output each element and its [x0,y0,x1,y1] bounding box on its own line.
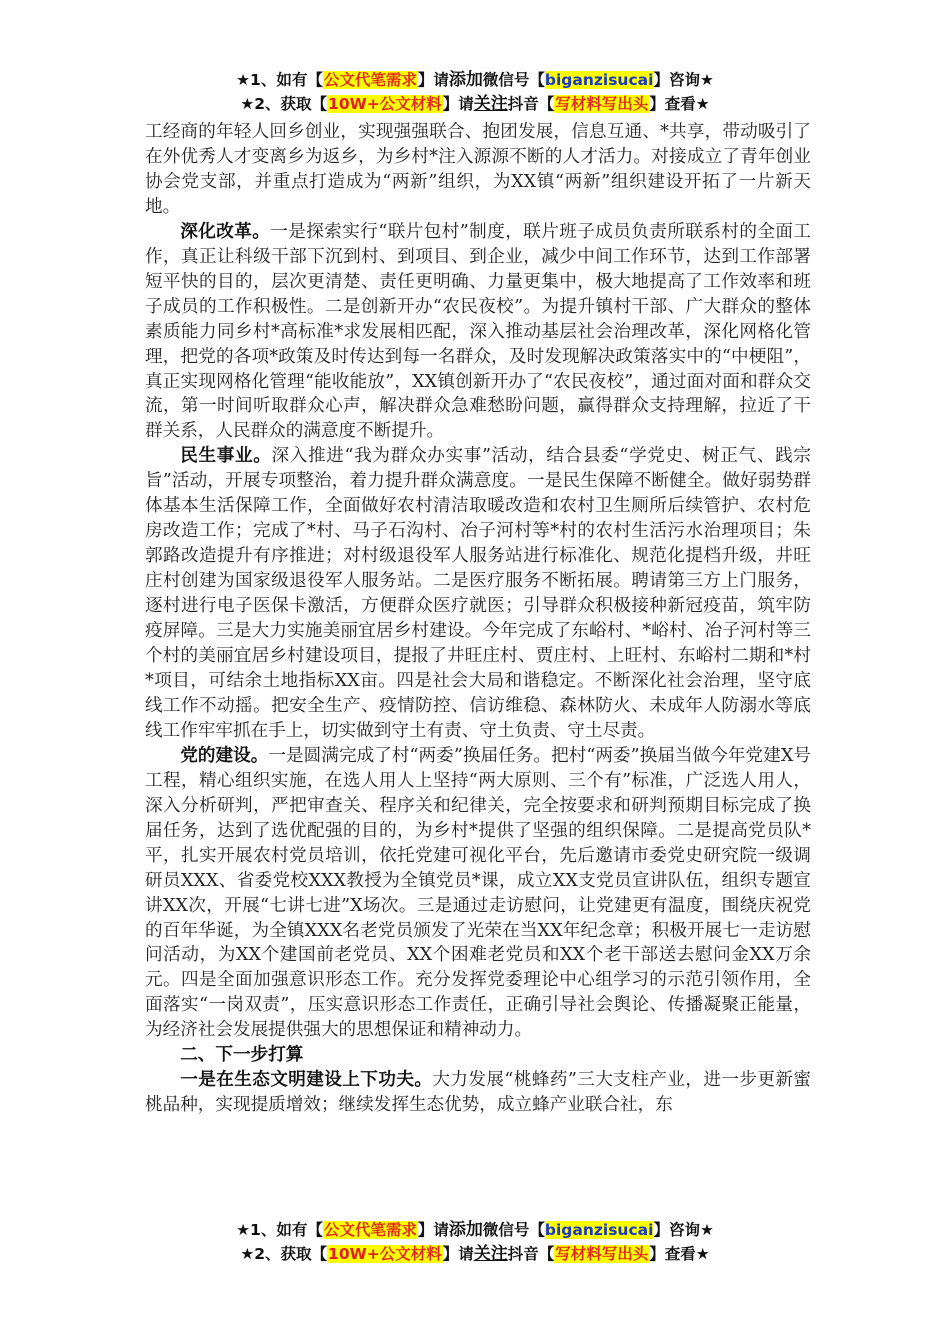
promo-text: 】查看★ [649,1245,710,1263]
promo-text: 抖音【 [507,1245,555,1263]
promo-text: 】请 [417,1221,449,1239]
promo-emphasis: 关注 [473,94,508,114]
promo-text: ★2、获取【 [240,1245,328,1263]
douyin-account: 写材料写出头 [555,1245,649,1263]
chapter-heading: 二、下一步打算 [180,1045,304,1066]
section-heading: 一是在生态文明建设上下功夫。 [180,1070,433,1091]
paragraph-livelihood [145,444,811,743]
wechat-id: biganzisucai [544,1221,654,1239]
promo-highlight: 10W+公文材料 [328,1245,442,1263]
promo-text: 】请 [442,95,474,113]
promo-banner-top [0,68,950,116]
paragraph-text: 深入推进“我为群众办实事”活动，结合县委“学党史、树正气、践宗旨”活动，开展专项整治，着力提升群众满意度。一是民生保障不断健全。做好弱势群体基本生活保障工作，全面做好农村清洁取暖改造和农村卫生厕所后续管护、农村危房改造工作；完成了*村、马子石沟村、冶子河村等*村的农村生活污水治理项目；朱郭路改造提升有序推进；对村级退役军人服务站进行标准化、规范化提档升级，井旺庄村创建为国家级退役军人服务站。二是医疗服务不断拓展。聘请第三方上门服务，逐村进行电子医保卡激活，方便群众医疗就医；引导群众积极接种新冠疫苗，筑牢防疫屏障。三是大力实施美丽宜居乡村建设。今年完成了东峪村、*峪村、冶子河村等三个村的美丽宜居乡村建设项目，提报了井旺庄村、贾庄村、上旺村、东峪村二期和*村*项目，可结余土地指标XX亩。四是社会大局和谐稳定。不断深化社会治理，坚守底线工作不动摇。把安全生产、疫情防控、信访维稳、森林防火、未成年人防溺水等底线工作牢牢抓在手上，切实做到守土有责、守土负责、守土尽责。 [145,446,811,741]
promo-line-2 [0,92,950,116]
promo-line-2 [0,1242,950,1266]
document-body [145,120,811,1118]
promo-text: 抖音【 [507,95,555,113]
promo-text: ★1、如有【 [236,1221,323,1239]
promo-emphasis: 添加 [448,70,483,90]
promo-highlight: 10W+公文材料 [328,95,442,113]
promo-banner-bottom [0,1218,950,1266]
paragraph-text: 大力发展“桃蜂药”三大支柱产业，进一步更新蜜桃品种，实现提质增效；继续发挥生态优势，成立蜂产业联合社，东 [145,1070,811,1116]
promo-text: 微信号【 [482,1221,545,1239]
promo-text: 微信号【 [482,71,545,89]
promo-highlight: 公文代笔需求 [323,1221,417,1239]
promo-text: 】咨询★ [653,71,714,89]
section-heading: 民生事业。 [180,446,272,467]
promo-text: 】查看★ [649,95,710,113]
paragraph-reform [145,220,811,445]
promo-highlight: 公文代笔需求 [323,71,417,89]
paragraph-ecology [145,1068,811,1118]
section-heading: 党的建设。 [180,745,269,766]
paragraph-text: 一是圆满完成了村“两委”换届任务。把村“两委”换届当做今年党建X号工程，精心组织实施，在选人用人上坚持“两大原则、三个有”标准，广泛选人用人，深入分析研判，严把审查关、程序关和纪律关，完全按要求和研判预期目标完成了换届任务，达到了选优配强的目的，为乡村*提供了坚强的组织保障。二是提高党员队*平，扎实开展农村党员培训，依托党建可视化平台，先后邀请市委党史研究院一级调研员XXX、省委党校XXX教授为全镇党员*课，成立XX支党员宣讲队伍，组织专题宣讲XX次，开展“七讲七进”X场次。三是通过走访慰问，让党建更有温度，围绕庆祝党的百年华诞，为全镇XXX名老党员颁发了光荣在当XX年纪念章；积极开展七一走访慰问活动，为XX个建国前老党员、XX个困难老党员和XX个老干部送去慰问金XX万余元。四是全面加强意识形态工作。充分发挥党委理论中心组学习的示范引领作用，全面落实“一岗双责”，压实意识形态工作责任，正确引导社会舆论、传播凝聚正能量，为经济社会发展提供强大的思想保证和精神动力。 [145,745,811,1041]
promo-text: ★2、获取【 [240,95,328,113]
wechat-id: biganzisucai [544,71,654,89]
promo-text: 】请 [417,71,449,89]
paragraph-text: 一是探索实行“联片包村”制度，联片班子成员负责所联系村的全面工作，真正让科级干部下沉到村、到项目、到企业，减少中间工作环节，达到工作部署短平快的目的，层次更清楚、责任更明确、力量更集中，极大地提高了工作效率和班子成员的工作积极性。二是创新开办“农民夜校”。为提升镇村干部、广大群众的整体素质能力同乡村*高标准*求发展相匹配，深入推动基层社会治理改革，深化网格化管理，把党的各项*政策及时传达到每一名群众，及时发现解决政策落实中的“中梗阻”，真正实现网格化管理“能收能放”，XX镇创新开办了“农民夜校”，通过面对面和群众交流，第一时间听取群众心声，解决群众急难愁盼问题，赢得群众支持理解，拉近了干群关系，人民群众的满意度不断提升。 [145,221,811,442]
promo-line-1 [0,1218,950,1242]
promo-line-1 [0,68,950,92]
promo-text: ★1、如有【 [236,71,323,89]
promo-text: 】请 [442,1245,474,1263]
promo-emphasis: 关注 [473,1244,508,1264]
promo-text: 】咨询★ [653,1221,714,1239]
paragraph-party [145,744,811,1043]
section-heading: 深化改革。 [180,221,271,242]
paragraph: 工经商的年轻人回乡创业，实现强强联合、抱团发展，信息互通、*共享，带动吸引了在外优秀人才变离乡为返乡，为乡村*注入源源不断的人才活力。对接成立了青年创业协会党支部，并重点打造成为“两新”组织，为XX镇“两新”组织建设开拓了一片新天地。 [145,122,811,217]
douyin-account: 写材料写出头 [555,95,649,113]
promo-emphasis: 添加 [448,1220,483,1240]
